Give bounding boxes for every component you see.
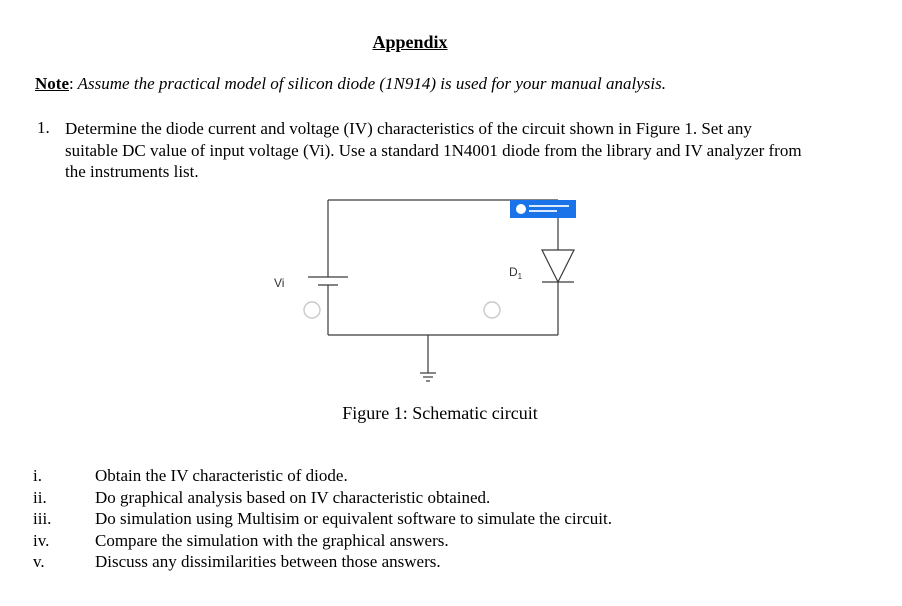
faint-watermark-icon [484,302,500,318]
watermark-badge-line [529,210,557,212]
watermark-logo-icon [516,204,526,214]
task-text: Discuss any dissimilarities between those answers. [95,552,441,571]
task-text: Obtain the IV characteristic of diode. [95,466,348,485]
list-item [33,552,733,574]
task-list [33,466,733,574]
list-item [33,509,733,531]
task-number: v. [33,552,45,571]
note-paragraph [35,74,666,94]
faint-watermark-icon [304,302,320,318]
watermark-badge-line [529,205,569,207]
list-item [33,488,733,510]
task-text: Do simulation using Multisim or equivalent software to simulate the circuit. [95,509,612,528]
note-colon: : [68,74,74,93]
list-item [33,466,733,488]
figure-caption: Figure 1: Schematic circuit [342,403,538,423]
source-label: Vi [274,276,285,290]
appendix-heading: Appendix [372,32,448,52]
faint-watermark [304,302,500,318]
task-text: Compare the simulation with the graphical answers. [95,530,449,550]
task-number: iv. [33,530,50,550]
diode-symbol [542,250,574,282]
task-text: Do graphical analysis based on IV characteristic obtained. [95,487,491,507]
task-number: i. [33,466,42,485]
schematic-svg [260,190,590,390]
list-item [33,531,733,553]
question-text: Determine the diode current and voltage (IV) characteristics of the circuit shown in Figure 1. Set any suitable DC value of input voltage (Vi). Use a standard 1N4001 diode from the library and IV analyzer from the instruments list. [65,119,802,181]
task-number: ii. [33,487,47,507]
task-number: iii. [33,509,52,528]
note-text: Assume the practical model of silicon diode (1N914) is used for your manual analysis. [73,74,666,93]
diode-label: $D_1$ [509,265,523,281]
schematic-figure [260,190,590,390]
question-number: 1. [37,118,50,137]
note-label: Note [35,74,69,93]
